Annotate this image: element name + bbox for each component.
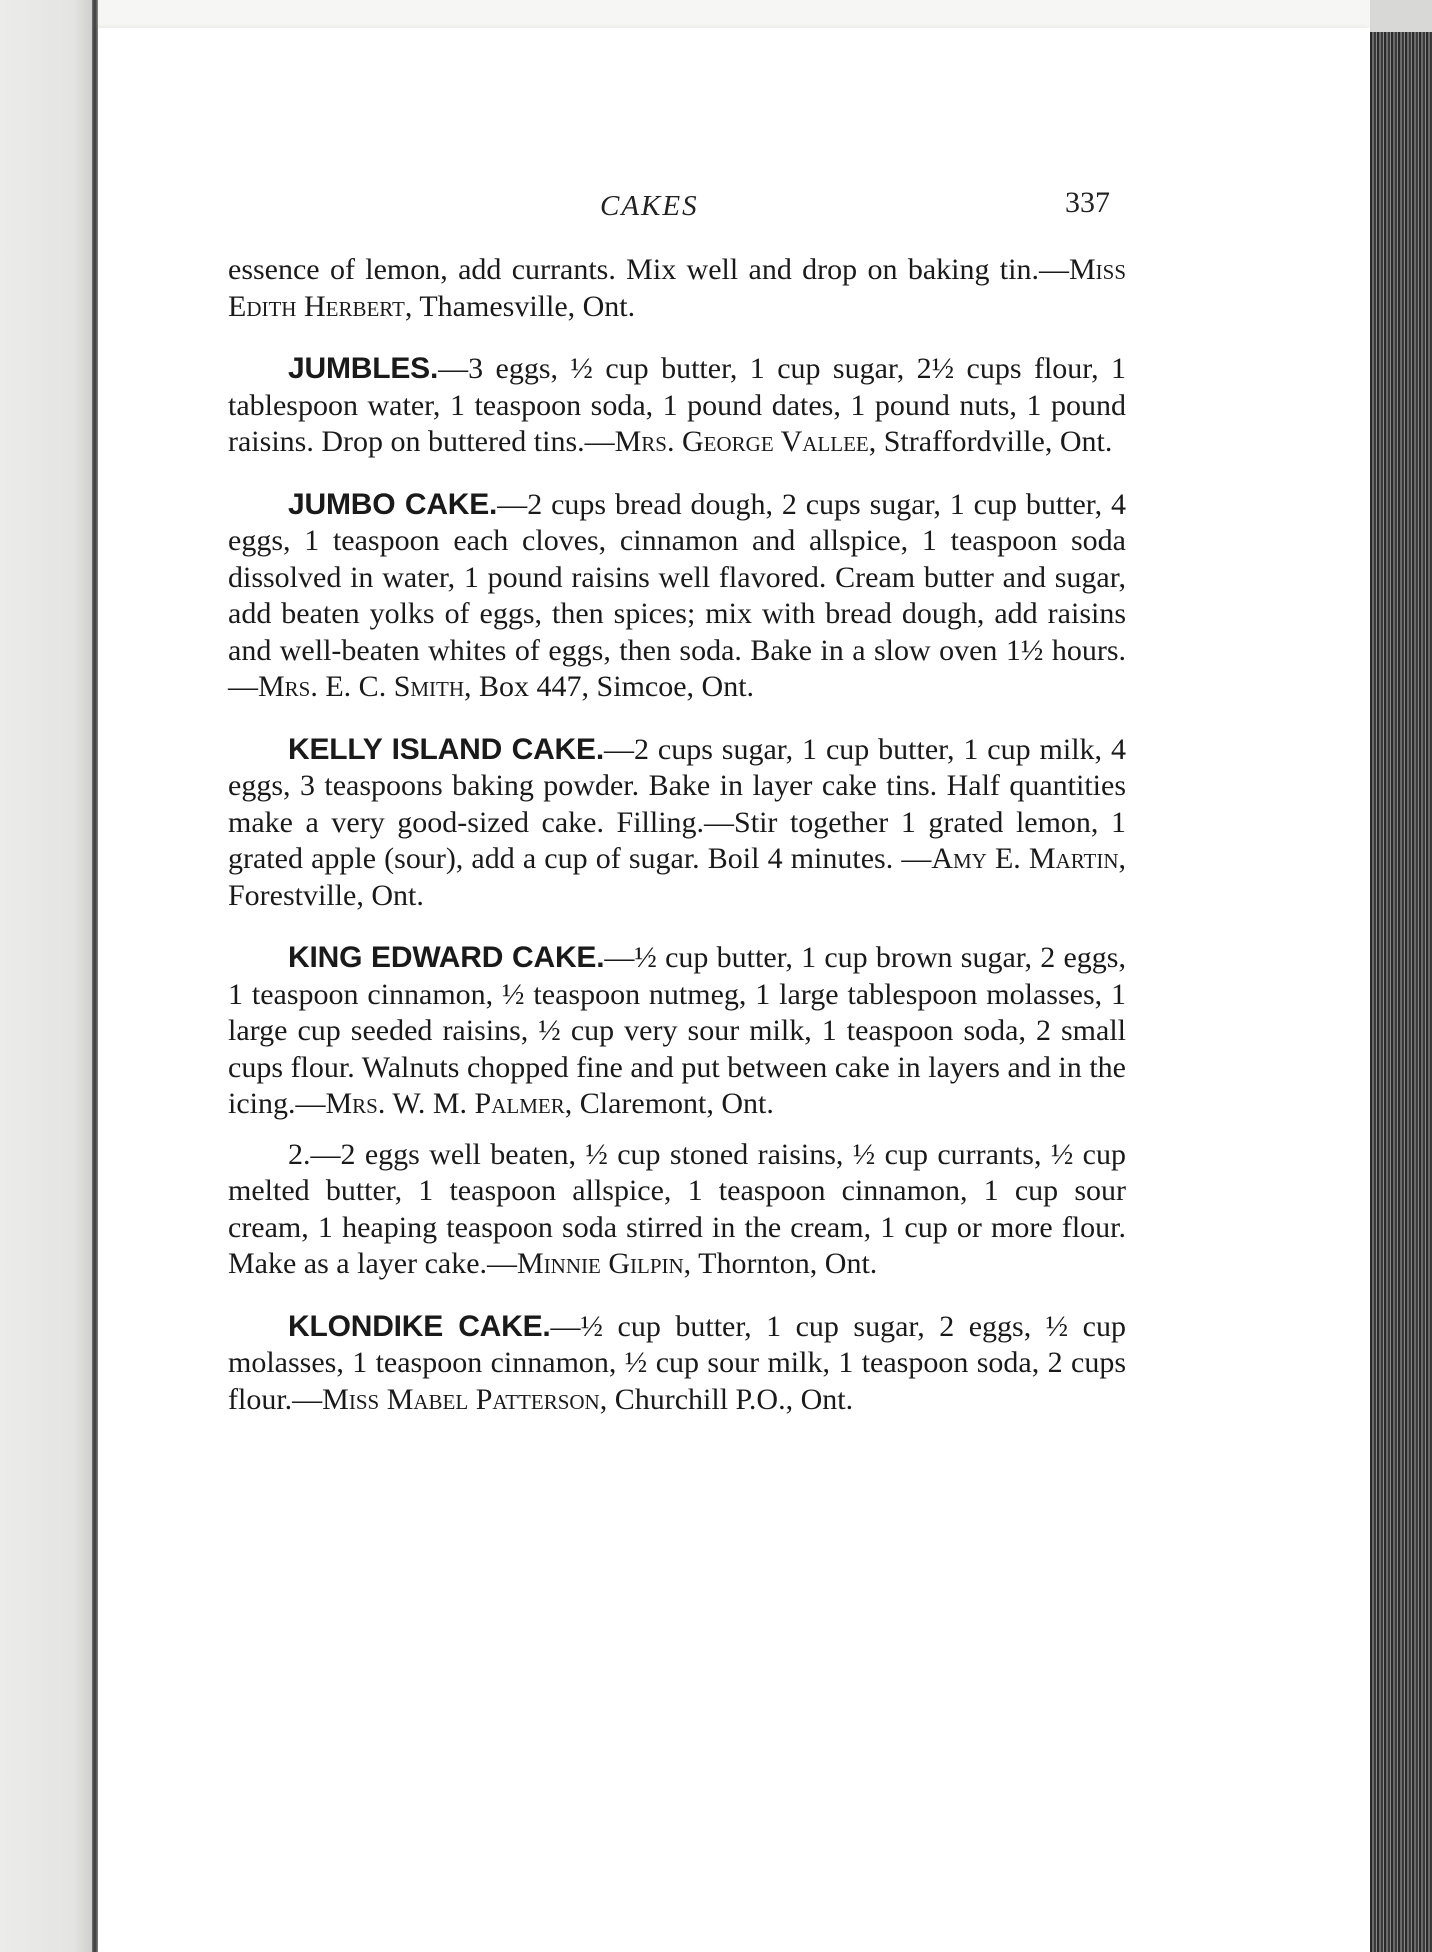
contributor-location: , Churchill P.O., Ont. [599,1382,854,1416]
recipe-text: 2.—2 eggs well beaten, ½ cup stoned raisins, ½ cup currants, ½ cup melted butter, 1 teaspoon allspice, 1 teaspoon cinnamon, 1 cup sour cream, 1 heaping teaspoon soda stirred in the cream, 1 cup or more flour. Make as a layer cake.— [228,1137,1126,1280]
contributor-name: Minnie Gilpin [517,1247,684,1280]
contributor-location: , Forestville, Ont. [228,842,1126,912]
recipe-jumbles [228,351,1126,461]
recipe-text: —3 eggs, ½ cup butter, 1 cup sugar, 2½ cups flour, 1 tablespoon water, 1 teaspoon soda, 1 pound dates, 1 pound nuts, 1 pound raisins. Drop on buttered tins.— [228,352,1126,458]
facing-page-edge [0,0,92,1952]
contributor-location: , Thamesville, Ont. [404,289,636,323]
recipe-title: JUMBLES. [288,352,439,385]
page-number: 337 [1065,186,1110,219]
page-body [228,252,1126,1444]
contributor-name: Miss Edith Herbert [228,253,1126,323]
recipe-king-edward-cake [228,940,1126,1123]
recipe-text: —2 cups bread dough, 2 cups sugar, 1 cup butter, 4 eggs, 1 teaspoon each cloves, cinnamon and allspice, 1 teaspoon soda dissolved in water, 1 pound raisins well flavored. Cream butter and sugar, add beaten yolks of eggs, then spices; mix with bread dough, add raisins and well-beaten whites of eggs, then soda. Bake in a slow oven 1½ hours.— [228,487,1126,703]
recipe-title: KLONDIKE CAKE. [288,1309,551,1343]
paragraph-text: essence of lemon, add currants. Mix well and drop on baking tin.— [228,253,1069,286]
recipe-king-edward-cake-variant-2 [228,1137,1126,1283]
contributor-name: Amy E. Martin [931,842,1119,875]
recipe-text: —½ cup butter, 1 cup brown sugar, 2 eggs, 1 teaspoon cinnamon, ½ teaspoon nutmeg, 1 large tablespoon molasses, 1 large cup seeded raisins, ½ cup very sour milk, 1 teaspoon soda, 2 small cups flour. Walnuts chopped fine and put between cake in layers and in the icing.— [228,941,1126,1120]
recipe-klondike-cake [228,1309,1126,1419]
recipe-title: KELLY ISLAND CAKE. [288,732,604,766]
contributor-location: , Straffordville, Ont. [868,425,1113,458]
recipe-jumbo-cake [228,487,1126,706]
continuation-paragraph [228,252,1126,325]
contributor-location: , Thornton, Ont. [683,1247,878,1280]
recipe-text: —2 cups sugar, 1 cup butter, 1 cup milk, 4 eggs, 3 teaspoons baking powder. Bake in layer cake tins. Half quantities make a very good-sized cake. Filling.—Stir together 1 grated lemon, 1 grated apple (sour), add a cup of sugar. Boil 4 minutes. — [228,732,1126,875]
contributor-name: Miss Mabel Patterson [322,1382,600,1416]
running-head: CAKES [600,190,699,222]
recipe-text: —½ cup butter, 1 cup sugar, 2 eggs, ½ cup molasses, 1 teaspoon cinnamon, ½ cup sour milk, 1 teaspoon soda, 2 cups flour.— [228,1309,1126,1416]
page-edges [1370,32,1432,1952]
recipe-title: JUMBO CAKE. [288,487,498,521]
contributor-name: Mrs. E. C. Smith [258,670,465,703]
contributor-location: , Box 447, Simcoe, Ont. [464,670,755,703]
contributor-location: , Claremont, Ont. [564,1087,774,1120]
page-edges-top [1370,0,1432,32]
recipe-kelly-island-cake [228,732,1126,915]
contributor-name: Mrs. George Vallee [614,425,869,458]
recipe-title: KING EDWARD CAKE. [288,941,605,974]
contributor-name: Mrs. W. M. Palmer [325,1087,565,1120]
